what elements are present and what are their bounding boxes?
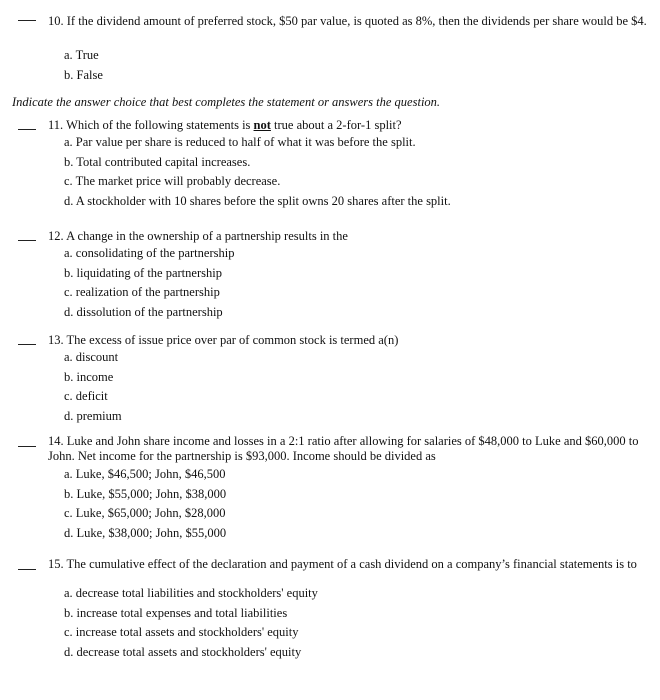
answer-blank[interactable]	[18, 344, 36, 345]
option-b[interactable]: b. Total contributed capital increases.	[64, 154, 251, 169]
question-stem: 14. Luke and John share income and losses in a 2:1 ratio after allowing for salaries of $48,000 to Luke and $60,000 to John. Net income for the partnership is $93,000. Income should be divided as	[48, 434, 639, 463]
option-b[interactable]: b. False	[64, 67, 103, 82]
option-a[interactable]: a. decrease total liabilities and stockholders' equity	[64, 586, 318, 600]
question-stem: 12. A change in the ownership of a partnership results in the	[48, 229, 348, 243]
answer-options	[64, 133, 451, 211]
option-a[interactable]: a. Par value per share is reduced to half of what it was before the split.	[64, 135, 416, 149]
question-stem: 13. The excess of issue price over par of common stock is termed a(n)	[48, 333, 399, 347]
question-stem: 11. Which of the following statements is not true about a 2-for-1 split?	[48, 118, 402, 132]
option-b[interactable]: b. increase total expenses and total liabilities	[64, 605, 288, 620]
answer-options	[64, 465, 226, 543]
option-c[interactable]: c. Luke, $65,000; John, $28,000	[64, 506, 226, 520]
answer-blank[interactable]	[18, 240, 36, 241]
emphasis-not: not	[253, 118, 271, 132]
option-a[interactable]: a. True	[64, 48, 99, 62]
option-d[interactable]: d. premium	[64, 408, 122, 423]
option-c[interactable]: c. realization of the partnership	[64, 285, 220, 299]
answer-options	[64, 244, 234, 322]
answer-blank[interactable]	[18, 446, 36, 447]
answer-blank[interactable]	[18, 20, 36, 21]
option-c[interactable]: c. increase total assets and stockholders' equity	[64, 625, 299, 639]
option-c[interactable]: c. The market price will probably decrease.	[64, 174, 281, 188]
section-instruction: Indicate the answer choice that best completes the statement or answers the question.	[12, 95, 441, 109]
option-a[interactable]: a. discount	[64, 350, 119, 364]
option-d[interactable]: d. A stockholder with 10 shares before the split owns 20 shares after the split.	[64, 193, 451, 208]
option-d[interactable]: d. dissolution of the partnership	[64, 304, 223, 319]
option-a[interactable]: a. Luke, $46,500; John, $46,500	[64, 467, 226, 481]
answer-options	[64, 46, 103, 85]
option-d[interactable]: d. decrease total assets and stockholders' equity	[64, 644, 302, 659]
option-c[interactable]: c. deficit	[64, 389, 108, 403]
answer-blank[interactable]	[18, 569, 36, 570]
option-b[interactable]: b. Luke, $55,000; John, $38,000	[64, 486, 227, 501]
option-b[interactable]: b. income	[64, 369, 114, 384]
option-a[interactable]: a. consolidating of the partnership	[64, 246, 235, 260]
option-d[interactable]: d. Luke, $38,000; John, $55,000	[64, 525, 227, 540]
answer-options	[64, 584, 318, 662]
option-b[interactable]: b. liquidating of the partnership	[64, 265, 222, 280]
question-stem: 15. The cumulative effect of the declaration and payment of a cash dividend on a company’s financial statements is to	[48, 557, 637, 571]
answer-blank[interactable]	[18, 129, 36, 130]
question-stem: 10. If the dividend amount of preferred stock, $50 par value, is quoted as 8%, then the dividends per share would be $4.	[48, 14, 647, 28]
answer-options	[64, 348, 122, 426]
